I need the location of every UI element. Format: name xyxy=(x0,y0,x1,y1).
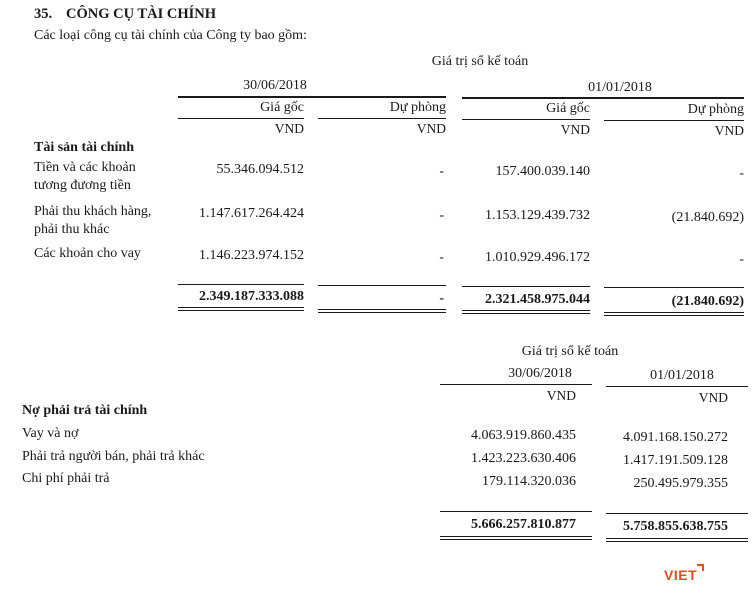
assets-row-3-label-line-1: Các khoản cho vay xyxy=(34,246,141,261)
assets-row-2-cost-current: 1.147.617.264.424 xyxy=(199,206,304,221)
viet-logo-mark-icon xyxy=(697,564,704,571)
assets-total-double-rule-2a xyxy=(318,309,446,310)
liabilities-total-double-rule-1b xyxy=(440,539,592,540)
assets-total-cost-current: 2.349.187.333.088 xyxy=(199,289,304,304)
assets-row-2-label-line-1: Phải thu khách hàng, xyxy=(34,204,152,219)
liabilities-row-2-prior: 1.417.191.509.128 xyxy=(623,453,728,468)
assets-period-prior: 01/01/2018 xyxy=(588,80,652,95)
assets-row-3-provision-current: - xyxy=(439,250,444,265)
liabilities-total-double-rule-1a xyxy=(440,536,592,537)
section-intro: Các loại công cụ tài chính của Công ty bao gồm: xyxy=(34,28,307,43)
liabilities-row-3-current: 179.114.320.036 xyxy=(482,474,576,489)
assets-row-3-provision-prior: - xyxy=(739,252,744,267)
assets-total-double-rule-1a xyxy=(178,307,304,308)
liabilities-row-1-label: Vay và nợ xyxy=(22,426,79,441)
assets-currency-2: VND xyxy=(416,121,446,136)
assets-group-header: Giá trị sổ kế toán xyxy=(431,54,529,69)
assets-total-double-rule-4b xyxy=(604,315,744,316)
assets-total-double-rule-4a xyxy=(604,312,744,313)
assets-total-cost-prior: 2.321.458.975.044 xyxy=(485,292,590,307)
assets-currency-4: VND xyxy=(714,123,744,138)
assets-currency-1: VND xyxy=(274,121,304,136)
assets-total-double-rule-3b xyxy=(462,313,590,314)
assets-row-2-provision-prior: (21.840.692) xyxy=(671,210,744,225)
assets-period-current: 30/06/2018 xyxy=(243,78,307,93)
liabilities-row-3-prior: 250.495.979.355 xyxy=(633,476,728,491)
assets-row-2-provision-current: - xyxy=(439,208,444,223)
liabilities-period-current: 30/06/2018 xyxy=(508,366,572,381)
assets-total-double-rule-3a xyxy=(462,310,590,311)
assets-total-topline-1 xyxy=(178,284,304,285)
section-title: CÔNG CỤ TÀI CHÍNH xyxy=(66,6,216,22)
assets-row-1-cost-prior: 157.400.039.140 xyxy=(495,164,590,179)
liabilities-group-header: Giá trị sổ kế toán xyxy=(521,344,619,359)
assets-row-1-cost-current: 55.346.094.512 xyxy=(216,162,304,177)
assets-row-1-label-line-1: Tiền và các khoản xyxy=(34,160,136,175)
assets-total-double-rule-2b xyxy=(318,312,446,313)
assets-header-underline-1 xyxy=(178,118,304,119)
viet-logo-text: VIET xyxy=(664,567,698,583)
assets-row-3-cost-current: 1.146.223.974.152 xyxy=(199,248,304,263)
liabilities-total-prior: 5.758.855.638.755 xyxy=(623,519,728,534)
liabilities-row-2-current: 1.423.223.630.406 xyxy=(471,451,576,466)
liabilities-period-prior: 01/01/2018 xyxy=(650,368,714,383)
assets-header-underline-4 xyxy=(604,120,744,121)
assets-total-topline-2 xyxy=(318,285,446,286)
liabilities-row-3-label: Chi phí phải trả xyxy=(22,471,110,486)
liabilities-total-current: 5.666.257.810.877 xyxy=(471,517,576,532)
assets-row-2-label-line-2: phải thu khác xyxy=(34,222,110,237)
assets-col-cost-current: Giá gốc xyxy=(260,100,304,115)
liabilities-row-1-prior: 4.091.168.150.272 xyxy=(623,430,728,445)
assets-period-rule-prior xyxy=(462,97,744,99)
liabilities-row-1-current: 4.063.919.860.435 xyxy=(471,428,576,443)
assets-total-provision-current: - xyxy=(439,291,444,306)
assets-col-provision-current: Dự phòng xyxy=(389,100,446,115)
assets-total-provision-prior: (21.840.692) xyxy=(671,294,744,309)
assets-total-double-rule-1b xyxy=(178,310,304,311)
liabilities-currency-2: VND xyxy=(698,390,728,405)
assets-period-rule-current xyxy=(178,96,446,98)
assets-row-1-label-line-2: tương đương tiền xyxy=(34,178,131,193)
viet-logo xyxy=(664,567,697,583)
liabilities-heading: Nợ phải trả tài chính xyxy=(22,403,148,418)
assets-row-3-cost-prior: 1.010.929.496.172 xyxy=(485,250,590,265)
liabilities-total-topline-2 xyxy=(606,513,748,514)
liabilities-total-topline-1 xyxy=(440,511,592,512)
assets-row-1-provision-prior: - xyxy=(739,166,744,181)
assets-total-topline-3 xyxy=(462,286,590,287)
assets-currency-3: VND xyxy=(560,122,590,137)
assets-header-underline-3 xyxy=(462,119,590,120)
assets-header-underline-2 xyxy=(318,118,446,119)
liabilities-period-rule-prior xyxy=(606,386,748,387)
assets-col-provision-prior: Dự phòng xyxy=(687,102,744,117)
assets-total-topline-4 xyxy=(604,287,744,288)
assets-row-1-provision-current: - xyxy=(439,164,444,179)
liabilities-currency-1: VND xyxy=(546,388,576,403)
liabilities-period-rule-current xyxy=(440,384,592,385)
assets-row-2-cost-prior: 1.153.129.439.732 xyxy=(485,208,590,223)
liabilities-row-2-label: Phải trả người bán, phải trả khác xyxy=(22,449,205,464)
section-number: 35. xyxy=(34,6,53,22)
liabilities-total-double-rule-2b xyxy=(606,541,748,542)
assets-heading: Tài sản tài chính xyxy=(34,140,134,155)
liabilities-total-double-rule-2a xyxy=(606,538,748,539)
assets-col-cost-prior: Giá gốc xyxy=(546,101,590,116)
